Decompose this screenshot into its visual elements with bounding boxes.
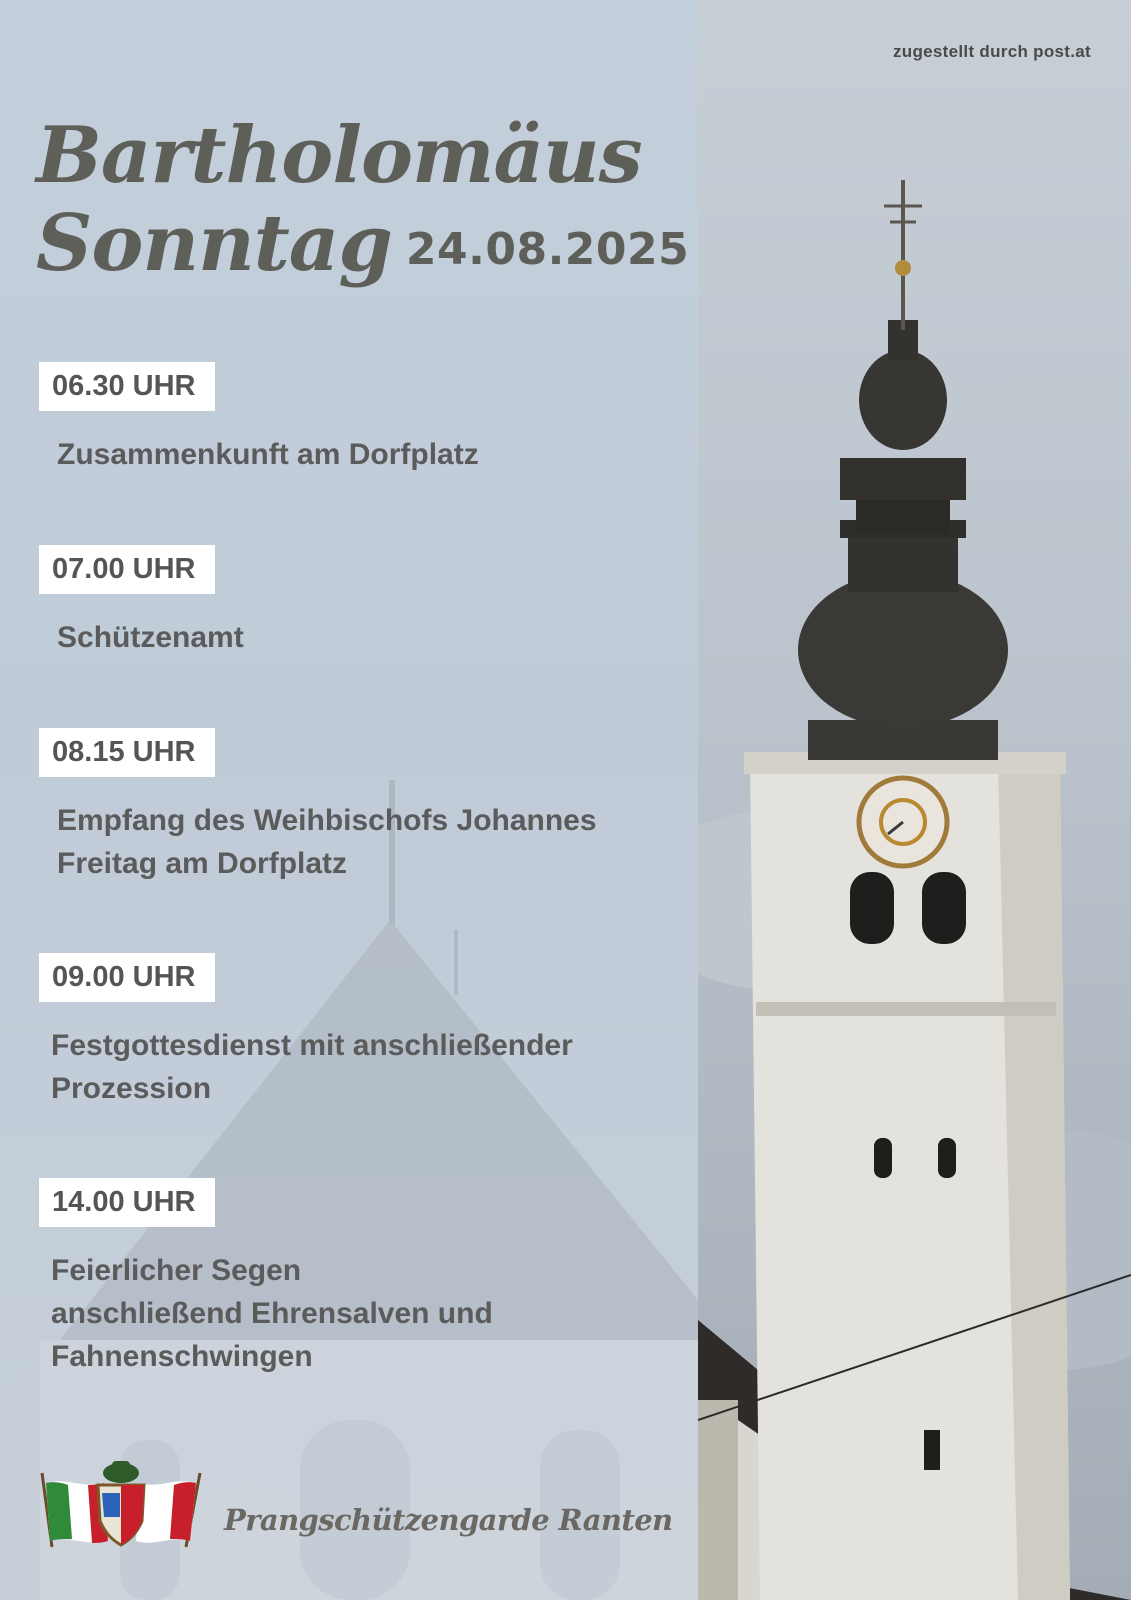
time-badge: 08.15 UHR (39, 728, 215, 777)
crest-flags-icon (36, 1455, 206, 1555)
schedule-item (39, 953, 573, 1110)
schedule-description: Zusammenkunft am Dorfplatz (57, 438, 479, 471)
schedule-item (39, 1178, 493, 1378)
title-sonntag: Sonntag (36, 198, 392, 289)
schedule-item (39, 728, 597, 885)
time-badge: 14.00 UHR (39, 1178, 215, 1227)
title-line-1: Bartholomäus (36, 110, 642, 201)
event-title (36, 112, 689, 294)
organization-name: Prangschützengarde Ranten (224, 1503, 673, 1537)
schedule-item (39, 545, 244, 659)
schedule-item (39, 362, 479, 476)
event-date: 24.08.2025 (405, 224, 690, 275)
delivery-notice: zugestellt durch post.at (893, 42, 1091, 61)
time-badge: 07.00 UHR (39, 545, 215, 594)
organization-footer (36, 1455, 676, 1555)
time-badge: 09.00 UHR (39, 953, 215, 1002)
church-tower-photo (698, 0, 1131, 1600)
church-tower-illustration (698, 0, 1131, 1600)
time-badge: 06.30 UHR (39, 362, 215, 411)
title-line-2 (36, 200, 689, 294)
schedule-description: Feierlicher Segen anschließend Ehrensalven und Fahnenschwingen (51, 1254, 493, 1373)
schedule-description: Festgottesdienst mit anschließender Prozession (51, 1029, 573, 1105)
schedule-description: Empfang des Weihbischofs Johannes Freitag am Dorfplatz (57, 804, 597, 880)
schedule-description: Schützenamt (57, 621, 244, 654)
